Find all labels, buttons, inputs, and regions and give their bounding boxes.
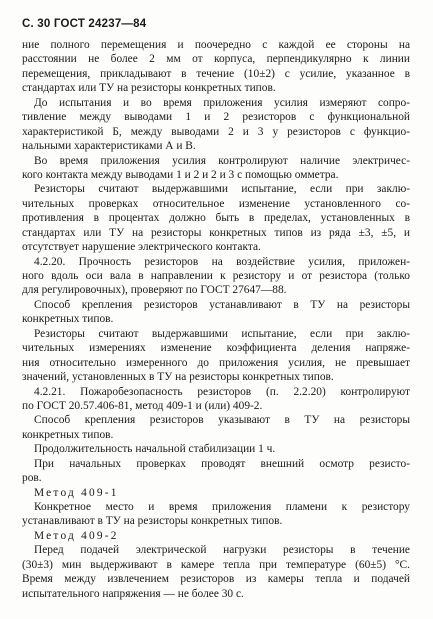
text-line: Перед подачей электрической нагрузки резисторы в течение — [34, 544, 410, 557]
text-line: стандартах или ТУ на резисторы конкретных типов. — [22, 82, 276, 95]
text-line: ние полного перемещения и поочередно с каждой ее стороны на — [22, 39, 410, 51]
page-header: С. 30 ГОСТ 24237—84 — [22, 18, 147, 30]
text-line: по ГОСТ 20.57.406-81, метод 409-1 и (или) 409-2. — [22, 399, 263, 412]
text-line: Способ крепления резисторов указывают в ТУ на резисторы — [34, 414, 410, 427]
text-line: Резисторы считают выдержавшими испытание, если при заклю- — [34, 327, 410, 340]
text-line: испытательного напряжения — не более 30 с. — [22, 587, 244, 600]
text-line: 4.2.21. Пожаробезопасность резисторов (п. 2.2.20) контролируют — [34, 385, 410, 398]
text-line: нальными характеристиками А и В. — [22, 140, 196, 153]
text-line: конкретных типов. — [22, 428, 114, 441]
text-line: ров. — [22, 472, 42, 485]
text-line: ного вдоль оси вала в направлении к резистору и от резистора (только — [22, 270, 410, 282]
text-line: Во время приложения усилия контролируют наличие электричес- — [34, 154, 410, 167]
document-body — [22, 38, 410, 601]
text-line: ния относительно измеренного до приложения усилия, не превышает — [22, 356, 410, 369]
text-line: Метод 409-1 — [34, 486, 119, 499]
text-line: Время между извлечением резисторов из камеры тепла и подачей — [22, 573, 410, 586]
text-line: Продолжительность начальной стабилизации 1 ч. — [34, 443, 276, 456]
text-line: чительных измерениях изменение коэффициента деления напряже- — [22, 342, 410, 355]
text-line: До испытания и во время приложения усилия измеряют сопро- — [34, 96, 410, 109]
text-line: устанавливают в ТУ на резисторы конкретных типов. — [22, 515, 283, 528]
text-line: расстоянии не более 2 мм от корпуса, перпендикулярно к линии — [22, 53, 410, 66]
text-line: перемещения, прикладывают в течение (10±2) с усилие, указанное в — [22, 67, 410, 80]
text-line: характеристикой Б, между выводами 2 и 3 у резисторов с функцио- — [22, 125, 410, 138]
text-line: противления в процентах должно быть в пределах, установленных в — [22, 212, 410, 225]
text-line: отсутствует нарушение электрического контакта. — [22, 241, 261, 254]
text-line: Резисторы считают выдержавшими испытание, если при заклю- — [34, 183, 410, 196]
text-line: При начальных проверках проводят внешний осмотр резисто- — [34, 457, 410, 470]
text-line: для регулировочных), проверяют по ГОСТ 27647—88. — [22, 284, 287, 297]
text-line: чительных проверках относительное изменение установленного со- — [22, 197, 410, 210]
text-line: Метод 409-2 — [34, 529, 119, 542]
text-line: конкретных типов. — [22, 313, 114, 326]
text-line: (30±3) мин выдерживают в камере тепла при температуре (60±5) °С. — [22, 558, 410, 571]
text-line: Способ крепления резисторов устанавливают в ТУ на резисторы — [34, 298, 410, 311]
text-line: Конкретное место и время приложения пламени к резистору — [34, 501, 410, 513]
text-line: тивление между выводами 1 и 2 резисторов с функциональной — [22, 111, 410, 124]
text-line: значений, установленных в ТУ на резисторы конкретных типов. — [22, 371, 334, 384]
text-line: кого контакта между выводами 1 и 2 и 2 и 3 с помощью омметра. — [22, 168, 339, 181]
text-line: 4.2.20. Прочность резисторов на воздействие усилия, приложен- — [34, 255, 410, 268]
text-line: стандартах или ТУ на резисторы конкретных типов из ряда ±3, ±5, и — [22, 226, 410, 239]
